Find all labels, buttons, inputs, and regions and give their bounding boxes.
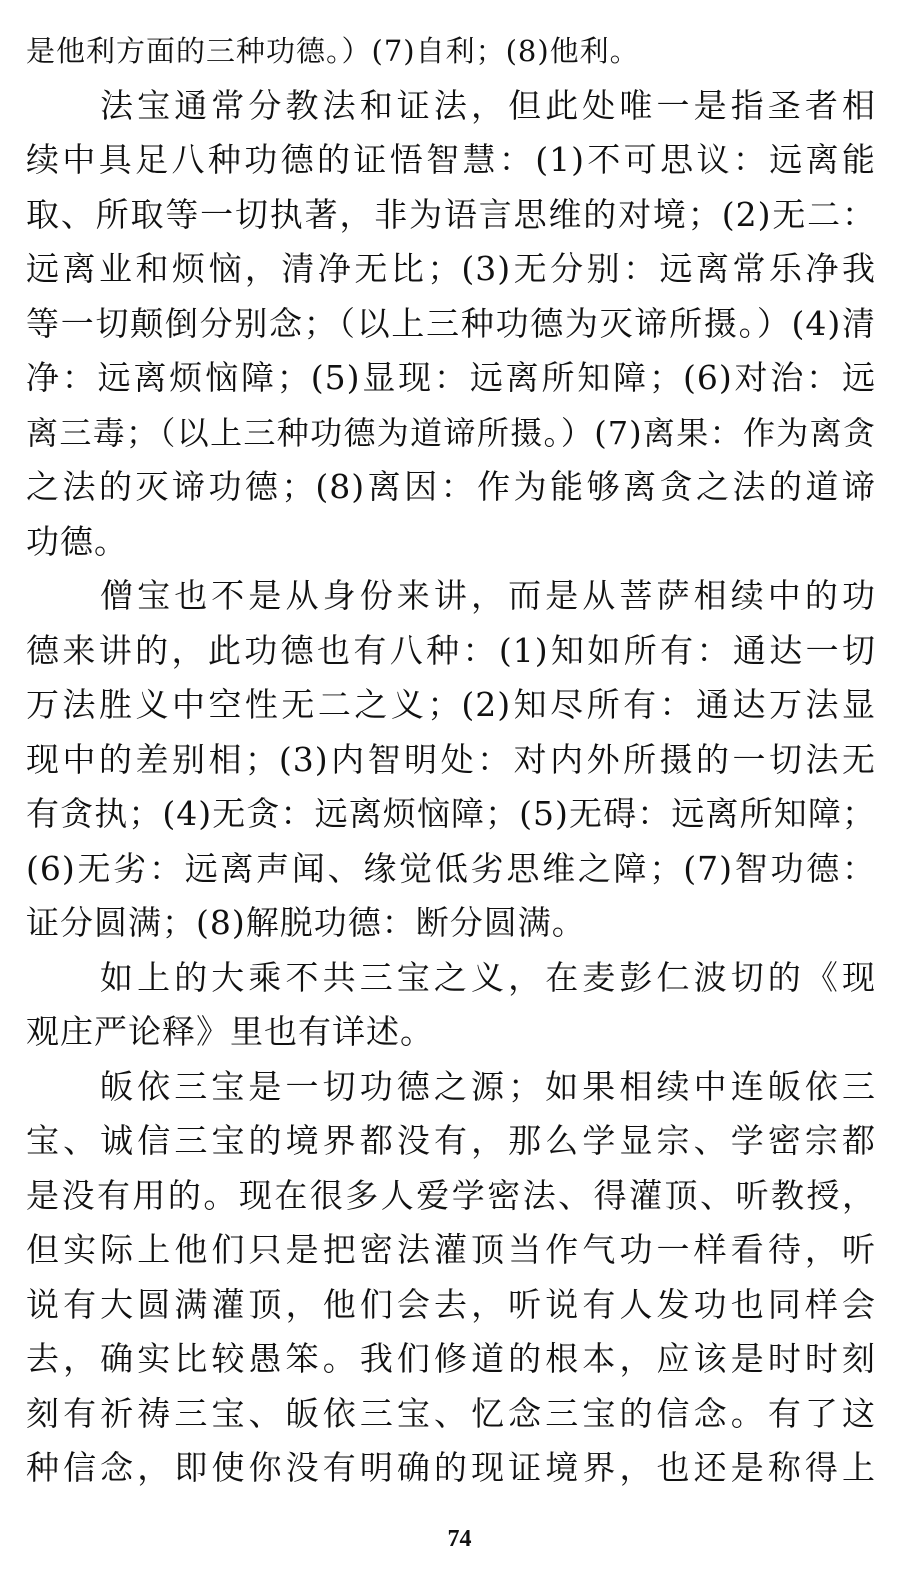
paragraph-last-line: 观庄严论释》里也有详述。 [26,1012,434,1051]
text-line: 刻有祈祷三宝、皈依三宝、忆念三宝的信念。有了这 [26,1393,876,1433]
text-line: 是没有用的。现在很多人爱学密法、得灌顶、听教授， [26,1175,876,1215]
page-number: 74 [447,1526,472,1552]
text-line: 之法的灭谛功德；(8)离因：作为能够离贪之法的道谛 [26,467,876,506]
body-text [26,24,876,1496]
text-line: 远离业和烦恼，清净无比；(3)无分别：远离常乐净我 [26,249,876,288]
text-line: 万法胜义中空性无二之义；(2)知尽所有：通达万法显 [26,685,876,724]
paragraph-first-line: 法宝通常分教法和证法，但此处唯一是指圣者相 [100,85,876,125]
text-line: 是他利方面的三种功德。）(7)自利；(8)他利。 [26,34,640,68]
paragraph-last-line: 证分圆满；(8)解脱功德：断分圆满。 [26,903,586,942]
text-line: 离三毒；（以上三种功德为道谛所摄。）(7)离果：作为离贪 [26,413,876,452]
text-line: 但实际上他们只是把密法灌顶当作气功一样看待，听 [26,1230,876,1269]
text-line: 净：远离烦恼障；(5)显现：远离所知障；(6)对治：远 [26,358,876,397]
text-line: 现中的差别相；(3)内智明处：对内外所摄的一切法无 [26,739,876,779]
text-line: 有贪执；(4)无贪：远离烦恼障；(5)无碍：远离所知障； [26,794,876,833]
text-line: 取、所取等一切执著，非为语言思维的对境；(2)无二： [26,194,876,234]
text-line: 等一切颠倒分别念；（以上三种功德为灭谛所摄。）(4)清 [26,303,876,343]
text-line: 续中具足八种功德的证悟智慧：(1)不可思议：远离能 [26,140,876,179]
paragraph-first-line: 如上的大乘不共三宝之义，在麦彭仁波切的《现 [100,957,876,997]
paragraph-last-line: 功德。 [26,521,128,561]
text-line: 去，确实比较愚笨。我们修道的根本，应该是时时刻 [26,1339,876,1378]
paragraph-first-line: 皈依三宝是一切功德之源；如果相续中连皈依三 [100,1066,876,1106]
text-line: (6)无劣：远离声闻、缘觉低劣思维之障；(7)智功德： [26,848,876,888]
paragraph-first-line: 僧宝也不是从身份来讲，而是从菩萨相续中的功 [100,576,876,615]
text-line: 说有大圆满灌顶，他们会去，听说有人发功也同样会 [26,1284,876,1324]
text-line: 宝、诚信三宝的境界都没有，那么学显宗、学密宗都 [26,1121,876,1160]
text-line: 德来讲的，此功德也有八种：(1)知如所有：通达一切 [26,630,876,670]
text-line: 种信念，即使你没有明确的现证境界，也还是称得上 [26,1448,876,1487]
